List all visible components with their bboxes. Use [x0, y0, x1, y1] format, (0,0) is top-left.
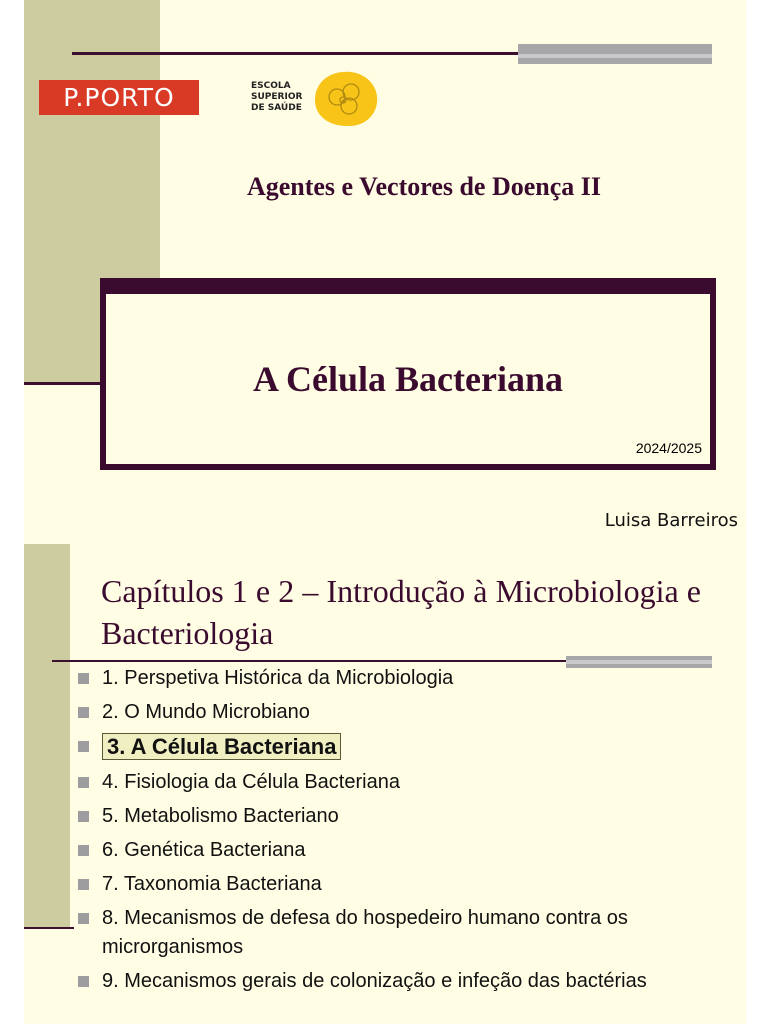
- list-item: 1. Perspetiva Histórica da Microbiologia: [76, 664, 726, 693]
- slide-page: [24, 0, 746, 1024]
- list-item: 9. Mecanismos gerais de colonização e infeção das bactérias: [76, 967, 726, 996]
- top-grey-bar: [518, 44, 712, 64]
- list-item: 8. Mecanismos de defesa do hospedeiro humano contra os microrganismos: [76, 904, 726, 962]
- olive-band-bottom: [24, 544, 70, 929]
- square-bullet-icon: [78, 879, 89, 890]
- square-bullet-icon: [78, 811, 89, 822]
- academic-year: 2024/2025: [635, 440, 702, 456]
- list-item: 7. Taxonomia Bacteriana: [76, 870, 726, 899]
- side-divider-line: [24, 382, 102, 385]
- title-box: [100, 278, 716, 470]
- author-name: Luisa Barreiros: [604, 510, 738, 531]
- list-item: 6. Genética Bacteriana: [76, 836, 726, 865]
- square-bullet-icon: [78, 976, 89, 987]
- list-item: 4. Fisiologia da Célula Bacteriana: [76, 768, 726, 797]
- square-bullet-icon: [78, 741, 89, 752]
- pporto-logo: P.PORTO: [39, 80, 199, 115]
- chapter-list: [76, 664, 726, 1001]
- presentation-title: A Célula Bacteriana: [253, 359, 563, 399]
- course-title: Agentes e Vectores de Doença II: [246, 172, 602, 201]
- square-bullet-icon: [78, 673, 89, 684]
- list-item: 5. Metabolismo Bacteriano: [76, 802, 726, 831]
- school-name: ESCOLA SUPERIOR DE SAÚDE: [251, 81, 303, 113]
- square-bullet-icon: [78, 707, 89, 718]
- list-item: 2. O Mundo Microbiano: [76, 698, 726, 727]
- list-item-current: 3. A Célula Bacteriana: [76, 732, 726, 763]
- bottom-side-line: [24, 927, 74, 929]
- square-bullet-icon: [78, 913, 89, 924]
- chapter-title: Capítulos 1 e 2 – Introdução à Microbiologia e Bacteriologia: [101, 573, 701, 651]
- ess-logo-icon: [313, 70, 379, 128]
- square-bullet-icon: [78, 845, 89, 856]
- square-bullet-icon: [78, 777, 89, 788]
